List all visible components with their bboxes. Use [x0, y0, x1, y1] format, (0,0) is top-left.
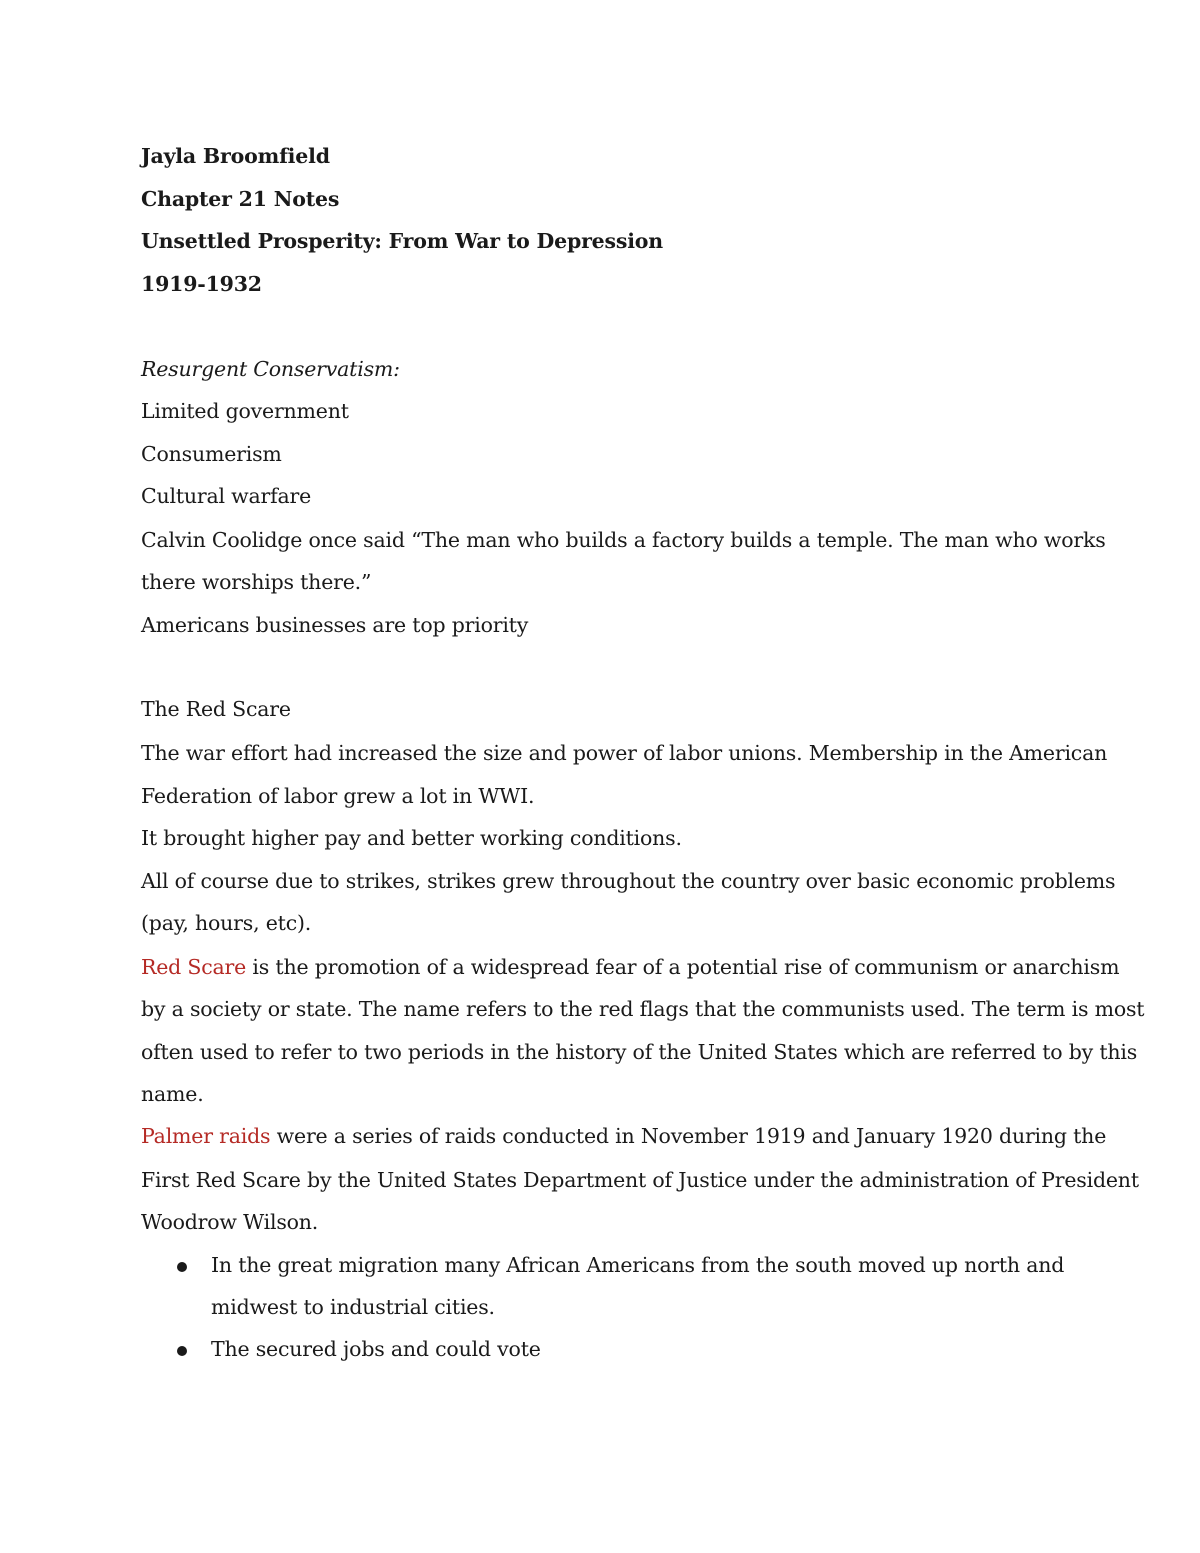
- bullet-item-text: midwest to industrial cities.: [211, 1295, 495, 1319]
- coolidge-quote-line: Calvin Coolidge once said “The man who builds a factory builds a temple. The man who works: [141, 528, 1106, 552]
- note-line: Limited government: [141, 399, 349, 423]
- red-scare-definition-text: is the promotion of a widespread fear of a potential rise of communism or anarchism: [246, 955, 1120, 979]
- palmer-raids-term: Palmer raids: [141, 1124, 271, 1148]
- palmer-raids-definition-line: First Red Scare by the United States Department of Justice under the administration of President: [141, 1168, 1139, 1192]
- year-range: 1919-1932: [141, 272, 262, 296]
- red-scare-definition-line: name.: [141, 1082, 204, 1106]
- note-line: It brought higher pay and better working conditions.: [141, 826, 682, 850]
- coolidge-quote-line: there worships there.”: [141, 570, 372, 594]
- palmer-raids-definition-line: Woodrow Wilson.: [141, 1210, 319, 1234]
- red-scare-definition-line: [141, 954, 1119, 980]
- note-line: Consumerism: [141, 442, 282, 466]
- bullet-item-text: The secured jobs and could vote: [211, 1337, 541, 1361]
- palmer-raids-definition-line: [141, 1123, 1106, 1149]
- bullet-icon: [177, 1262, 187, 1272]
- note-line: All of course due to strikes, strikes grew throughout the country over basic economic problems: [141, 869, 1116, 893]
- note-line: Cultural warfare: [141, 484, 312, 508]
- chapter-label: Chapter 21 Notes: [141, 187, 340, 211]
- section-heading-red-scare: The Red Scare: [141, 697, 291, 721]
- red-scare-term: Red Scare: [141, 955, 247, 979]
- note-line: (pay, hours, etc).: [141, 911, 312, 935]
- bullet-item-text: In the great migration many African Americans from the south moved up north and: [211, 1253, 1065, 1277]
- section-heading-conservatism: Resurgent Conservatism:: [141, 357, 400, 381]
- red-scare-definition-line: by a society or state. The name refers to the red flags that the communists used. The term is most: [141, 997, 1145, 1021]
- note-line: Federation of labor grew a lot in WWI.: [141, 784, 535, 808]
- note-line: Americans businesses are top priority: [141, 613, 529, 637]
- bullet-icon: [177, 1346, 187, 1356]
- note-line: The war effort had increased the size and power of labor unions. Membership in the American: [141, 741, 1108, 765]
- document-title: Unsettled Prosperity: From War to Depression: [141, 229, 663, 253]
- author-name: Jayla Broomfield: [141, 144, 330, 168]
- red-scare-definition-line: often used to refer to two periods in the history of the United States which are referred to by this: [141, 1040, 1138, 1064]
- palmer-raids-definition-text: were a series of raids conducted in November 1919 and January 1920 during the: [270, 1124, 1107, 1148]
